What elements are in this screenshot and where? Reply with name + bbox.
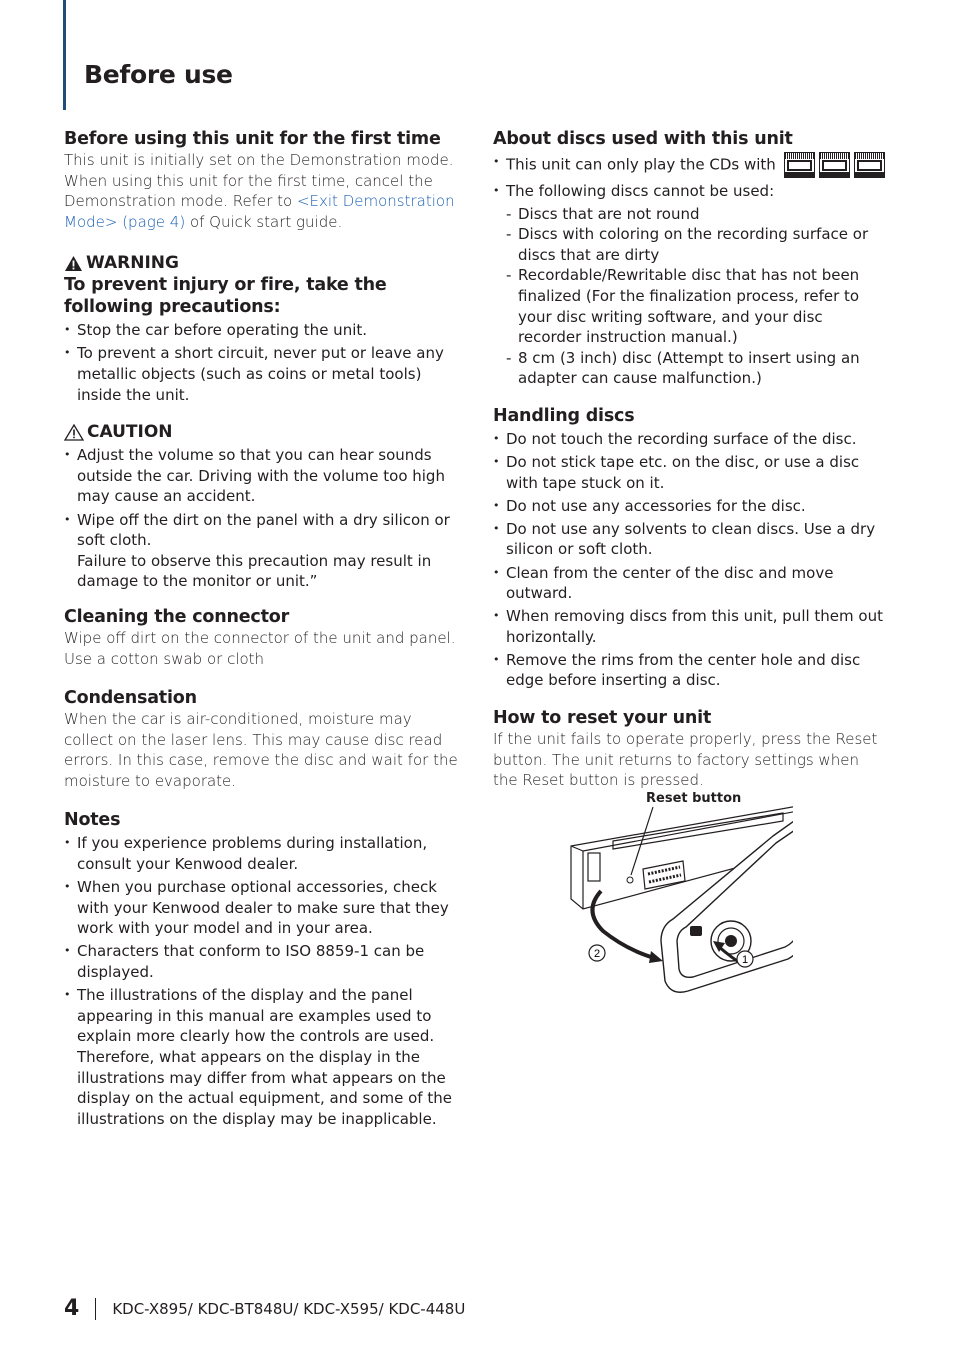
- cleaning-section: [64, 606, 464, 669]
- reset-heading: How to reset your unit: [493, 708, 712, 729]
- unusable-discs-list: [506, 204, 885, 389]
- discs-heading: About discs used with this unit: [493, 129, 793, 149]
- list-item: • Do not use any accessories for the disc.: [493, 496, 885, 517]
- list-item: • The illustrations of the display and the panel appearing in this manual are examples used to explain more clearly how the controls are used. Therefore, what appears on the display in the illustrations may differ from what appears on the display on the actual equipment, and some of the illustrations on the display may be inapplicable.: [64, 985, 464, 1129]
- notes-section: [64, 809, 464, 1129]
- compact-disc-logos: [784, 152, 885, 178]
- step-2-number: 2: [593, 947, 601, 960]
- model-list: KDC-X895/ KDC-BT848U/ KDC-X595/ KDC-448U: [112, 1299, 466, 1318]
- reset-illustration: [493, 791, 793, 1001]
- caution-item2-line2: Failure to observe this precaution may result in damage to the monitor or unit.”: [77, 551, 432, 591]
- reset-figure: [493, 791, 793, 1001]
- discs-section: [493, 128, 885, 389]
- reset-text: If the unit fails to operate properly, press the Reset button. The unit returns to factory settings when the Reset button is pressed.: [493, 730, 878, 790]
- list-item: • Stop the car before operating the unit.: [64, 320, 464, 341]
- left-column: [64, 128, 464, 1143]
- first-time-text-start: This unit is initially set on the Demonstration mode. When using this unit for the first time, cancel the Demonstration mode. Refer to: [64, 151, 454, 211]
- list-item: • Do not stick tape etc. on the disc, or use a disc with tape stuck on it.: [493, 452, 885, 493]
- notes-heading: Notes: [64, 810, 121, 831]
- page-number: 4: [64, 1296, 80, 1321]
- warning-list: [64, 320, 464, 405]
- release-button-icon: [690, 926, 702, 936]
- list-item: • Adjust the volume so that you can hear sounds outside the car. Driving with the volume too high may cause an accident.: [64, 445, 464, 507]
- page-footer: [64, 1296, 465, 1321]
- right-column: [493, 128, 885, 1015]
- step-2-badge-icon: [589, 945, 605, 961]
- list-item: • Characters that conform to ISO 8859-1 can be displayed.: [64, 941, 464, 982]
- first-time-text-end: of Quick start guide.: [185, 212, 343, 231]
- cleaning-heading: Cleaning the connector: [64, 606, 290, 627]
- caution-label: CAUTION: [64, 421, 464, 443]
- step-1-number: 1: [741, 953, 749, 966]
- reset-button-label: Reset button: [646, 790, 742, 806]
- connector-icon: [643, 861, 685, 889]
- warning-icon: [64, 255, 83, 272]
- compact-disc-rewritable-logo-icon: [854, 152, 885, 178]
- list-item: • Remove the rims from the center hole and disc edge before inserting a disc.: [493, 650, 885, 691]
- list-item: - Recordable/Rewritable disc that has not been finalized (For the finalization process, refer to your disc writing software, and your disc recorder instruction manual.): [506, 265, 885, 347]
- caution-section: [64, 421, 464, 592]
- list-item: • Do not use any solvents to clean discs. Use a dry silicon or soft cloth.: [493, 519, 885, 560]
- caution-list: [64, 445, 464, 592]
- handling-section: [493, 405, 885, 691]
- caution-icon: [64, 424, 84, 441]
- first-time-text: [64, 150, 464, 232]
- list-item: • Do not touch the recording surface of the disc.: [493, 429, 885, 450]
- list-item: [64, 510, 464, 592]
- list-item: • The following discs cannot be used:: [493, 181, 885, 202]
- list-item: • When you purchase optional accessories, check with your Kenwood dealer to make sure that they work with your model and in your area.: [64, 877, 464, 939]
- warning-heading: To prevent injury or fire, take the following precautions:: [64, 275, 387, 318]
- warning-section: [64, 252, 464, 405]
- footer-divider: [95, 1298, 96, 1320]
- page-title: Before use: [84, 60, 233, 89]
- faceplate-icon: [661, 808, 793, 992]
- handling-heading: Handling discs: [493, 405, 635, 426]
- cleaning-text: Wipe off dirt on the connector of the unit and panel. Use a cotton swab or cloth: [64, 628, 456, 668]
- notes-list: [64, 833, 464, 1129]
- condensation-section: [64, 687, 464, 791]
- reset-button-icon: [627, 877, 633, 883]
- list-item: - Discs with coloring on the recording surface or discs that are dirty: [506, 224, 885, 265]
- warning-label: WARNING: [64, 252, 464, 274]
- list-item: • Clean from the center of the disc and move outward.: [493, 563, 885, 604]
- condensation-heading: Condensation: [64, 688, 197, 709]
- list-item: • If you experience problems during installation, consult your Kenwood dealer.: [64, 833, 464, 874]
- compact-disc-logo-icon: [784, 152, 815, 178]
- exit-demo-link[interactable]: <Exit Demonstration Mode> (page 4): [64, 192, 455, 231]
- caution-item2-line1: • Wipe off the dirt on the panel with a dry silicon or soft cloth.: [77, 510, 450, 550]
- compact-disc-text-logo-icon: [819, 152, 850, 178]
- step-1-badge-icon: [737, 951, 753, 967]
- list-item: • To prevent a short circuit, never put or leave any metallic objects (such as coins or metal tools) inside the unit.: [64, 343, 464, 405]
- discs-list: [493, 152, 885, 201]
- list-item: - 8 cm (3 inch) disc (Attempt to insert using an adapter can cause malfunction.): [506, 348, 885, 389]
- header-accent-bar: [63, 0, 66, 110]
- condensation-text: When the car is air-conditioned, moisture may collect on the laser lens. This may cause disc read errors. In this case, remove the disc and wait for the moisture to evaporate.: [64, 710, 458, 790]
- handling-list: [493, 429, 885, 691]
- first-time-section: [64, 128, 464, 232]
- list-item: • When removing discs from this unit, pull them out horizontally.: [493, 606, 885, 647]
- list-item: - Discs that are not round: [506, 204, 885, 225]
- reset-section: [493, 707, 885, 1001]
- list-item: • This unit can only play the CDs with: [493, 152, 885, 178]
- first-time-heading: Before using this unit for the first time: [64, 129, 441, 149]
